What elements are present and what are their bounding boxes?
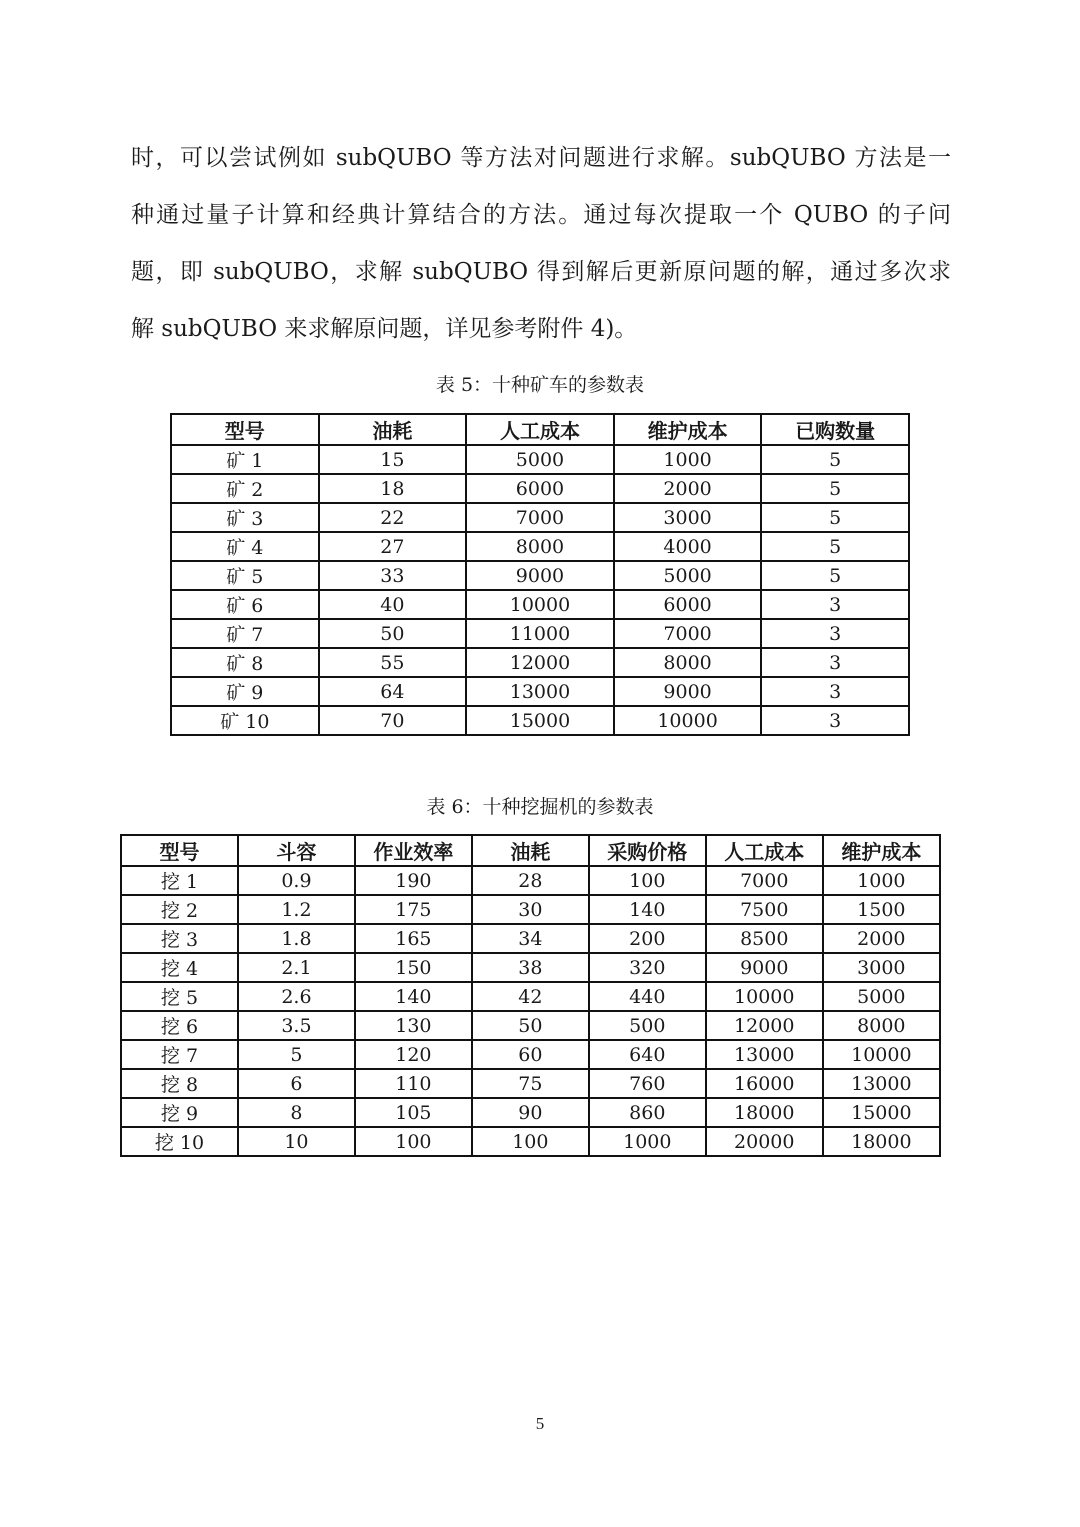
table-cell: 1.8 xyxy=(238,924,355,953)
table-cell: 10000 xyxy=(614,706,762,735)
table-row xyxy=(171,619,909,648)
table-cell: 1000 xyxy=(823,866,940,895)
column-header: 油耗 xyxy=(472,835,589,866)
table-cell: 5 xyxy=(761,503,909,532)
table-cell: 矿 3 xyxy=(171,503,319,532)
table-cell: 13000 xyxy=(466,677,614,706)
column-header: 维护成本 xyxy=(823,835,940,866)
table-cell: 105 xyxy=(355,1098,472,1127)
table-cell: 矿 6 xyxy=(171,590,319,619)
table-cell: 10000 xyxy=(466,590,614,619)
table-cell: 7500 xyxy=(706,895,823,924)
table-row xyxy=(171,706,909,735)
table-cell: 20000 xyxy=(706,1127,823,1156)
table-cell: 55 xyxy=(319,648,467,677)
table-cell: 5 xyxy=(238,1040,355,1069)
table-cell: 18000 xyxy=(706,1098,823,1127)
table-cell: 1000 xyxy=(589,1127,706,1156)
table-cell: 2000 xyxy=(614,474,762,503)
table-cell: 挖 3 xyxy=(121,924,238,953)
table-cell: 3 xyxy=(761,590,909,619)
table-cell: 860 xyxy=(589,1098,706,1127)
table-cell: 70 xyxy=(319,706,467,735)
table-cell: 13000 xyxy=(706,1040,823,1069)
table-row xyxy=(171,445,909,474)
table-cell: 8000 xyxy=(823,1011,940,1040)
table-cell: 120 xyxy=(355,1040,472,1069)
table5-caption: 表 5：十种矿车的参数表 xyxy=(435,374,645,396)
table-cell: 12000 xyxy=(706,1011,823,1040)
table-cell: 5000 xyxy=(614,561,762,590)
table-cell: 7000 xyxy=(614,619,762,648)
table-cell: 27 xyxy=(319,532,467,561)
table-cell: 矿 8 xyxy=(171,648,319,677)
table-row xyxy=(171,503,909,532)
column-header: 作业效率 xyxy=(355,835,472,866)
column-header: 斗容 xyxy=(238,835,355,866)
table-cell: 9000 xyxy=(706,953,823,982)
table-cell: 9000 xyxy=(466,561,614,590)
table-cell: 40 xyxy=(319,590,467,619)
column-header: 人工成本 xyxy=(706,835,823,866)
table-cell: 5 xyxy=(761,561,909,590)
table6-caption: 表 6：十种挖掘机的参数表 xyxy=(426,796,654,818)
table-cell: 7000 xyxy=(466,503,614,532)
table-cell: 13000 xyxy=(823,1069,940,1098)
table-cell: 1.2 xyxy=(238,895,355,924)
page-number: 5 xyxy=(535,1414,545,1433)
table-cell: 100 xyxy=(355,1127,472,1156)
table-cell: 200 xyxy=(589,924,706,953)
table-cell: 175 xyxy=(355,895,472,924)
table-cell: 640 xyxy=(589,1040,706,1069)
table-cell: 18000 xyxy=(823,1127,940,1156)
table-row xyxy=(171,532,909,561)
table-cell: 165 xyxy=(355,924,472,953)
table-cell: 110 xyxy=(355,1069,472,1098)
table-cell: 5 xyxy=(761,445,909,474)
table-row xyxy=(121,953,940,982)
table-cell: 42 xyxy=(472,982,589,1011)
table-cell: 挖 9 xyxy=(121,1098,238,1127)
table-cell: 9000 xyxy=(614,677,762,706)
table-cell: 6000 xyxy=(614,590,762,619)
table-row xyxy=(121,982,940,1011)
table-row xyxy=(171,561,909,590)
table-cell: 挖 6 xyxy=(121,1011,238,1040)
column-header: 型号 xyxy=(121,835,238,866)
column-header: 油耗 xyxy=(319,414,467,445)
table-body xyxy=(171,445,909,735)
table-cell: 16000 xyxy=(706,1069,823,1098)
table-cell: 矿 1 xyxy=(171,445,319,474)
paragraph-line: 时，可以尝试例如 subQUBO 等方法对问题进行求解。subQUBO 方法是一 xyxy=(131,145,951,171)
table-row xyxy=(121,1069,940,1098)
table-cell: 4000 xyxy=(614,532,762,561)
table-cell: 矿 10 xyxy=(171,706,319,735)
table5-mine-truck-params xyxy=(170,413,910,736)
table-cell: 挖 1 xyxy=(121,866,238,895)
table-cell: 140 xyxy=(589,895,706,924)
table-cell: 3000 xyxy=(614,503,762,532)
table-cell: 2000 xyxy=(823,924,940,953)
table-cell: 5000 xyxy=(466,445,614,474)
table-cell: 500 xyxy=(589,1011,706,1040)
table-cell: 10000 xyxy=(706,982,823,1011)
table-cell: 130 xyxy=(355,1011,472,1040)
table-cell: 190 xyxy=(355,866,472,895)
table6-excavator-params xyxy=(120,834,941,1157)
paragraph-line: 题，即 subQUBO，求解 subQUBO 得到解后更新原问题的解，通过多次求 xyxy=(131,259,951,285)
table-cell: 7000 xyxy=(706,866,823,895)
table-row xyxy=(171,590,909,619)
table-cell: 6 xyxy=(238,1069,355,1098)
table-cell: 50 xyxy=(472,1011,589,1040)
table-cell: 5000 xyxy=(823,982,940,1011)
table-row xyxy=(121,924,940,953)
table-cell: 60 xyxy=(472,1040,589,1069)
paragraph-line: 解 subQUBO 来求解原问题，详见参考附件 4)。 xyxy=(131,316,638,342)
table-row xyxy=(171,677,909,706)
table-cell: 矿 4 xyxy=(171,532,319,561)
table-cell: 3.5 xyxy=(238,1011,355,1040)
table-cell: 矿 9 xyxy=(171,677,319,706)
table-row xyxy=(121,1011,940,1040)
table-cell: 100 xyxy=(589,866,706,895)
table-cell: 320 xyxy=(589,953,706,982)
table-cell: 140 xyxy=(355,982,472,1011)
table-cell: 挖 5 xyxy=(121,982,238,1011)
table-cell: 11000 xyxy=(466,619,614,648)
table-cell: 18 xyxy=(319,474,467,503)
table-cell: 挖 7 xyxy=(121,1040,238,1069)
table-row xyxy=(121,1040,940,1069)
table-cell: 矿 7 xyxy=(171,619,319,648)
table-cell: 15 xyxy=(319,445,467,474)
table-cell: 90 xyxy=(472,1098,589,1127)
table-cell: 2.1 xyxy=(238,953,355,982)
table-header-row xyxy=(171,414,909,445)
table-cell: 矿 2 xyxy=(171,474,319,503)
column-header: 维护成本 xyxy=(614,414,762,445)
table-cell: 75 xyxy=(472,1069,589,1098)
table-cell: 10000 xyxy=(823,1040,940,1069)
table-row xyxy=(171,474,909,503)
table-row xyxy=(121,895,940,924)
column-header: 人工成本 xyxy=(466,414,614,445)
table-row xyxy=(121,1098,940,1127)
table-cell: 挖 8 xyxy=(121,1069,238,1098)
table-row xyxy=(171,648,909,677)
column-header: 型号 xyxy=(171,414,319,445)
table-cell: 8000 xyxy=(614,648,762,677)
table-cell: 8 xyxy=(238,1098,355,1127)
column-header: 已购数量 xyxy=(761,414,909,445)
table-cell: 38 xyxy=(472,953,589,982)
table-cell: 0.9 xyxy=(238,866,355,895)
table-cell: 矿 5 xyxy=(171,561,319,590)
table-cell: 8000 xyxy=(466,532,614,561)
table-cell: 50 xyxy=(319,619,467,648)
table-cell: 挖 2 xyxy=(121,895,238,924)
table-cell: 2.6 xyxy=(238,982,355,1011)
table-cell: 1000 xyxy=(614,445,762,474)
table-cell: 8500 xyxy=(706,924,823,953)
table-cell: 28 xyxy=(472,866,589,895)
table-header-row xyxy=(121,835,940,866)
table-cell: 15000 xyxy=(466,706,614,735)
table-row xyxy=(121,1127,940,1156)
table-cell: 10 xyxy=(238,1127,355,1156)
table-cell: 挖 10 xyxy=(121,1127,238,1156)
table-cell: 3000 xyxy=(823,953,940,982)
table-cell: 22 xyxy=(319,503,467,532)
table-cell: 440 xyxy=(589,982,706,1011)
table-cell: 30 xyxy=(472,895,589,924)
table-cell: 15000 xyxy=(823,1098,940,1127)
table-body xyxy=(121,866,940,1156)
table-cell: 3 xyxy=(761,619,909,648)
table-cell: 6000 xyxy=(466,474,614,503)
table-cell: 150 xyxy=(355,953,472,982)
table-cell: 3 xyxy=(761,648,909,677)
table-row xyxy=(121,866,940,895)
table-cell: 挖 4 xyxy=(121,953,238,982)
table-cell: 5 xyxy=(761,474,909,503)
table-cell: 1500 xyxy=(823,895,940,924)
table-cell: 5 xyxy=(761,532,909,561)
table-cell: 760 xyxy=(589,1069,706,1098)
table-cell: 3 xyxy=(761,677,909,706)
table-cell: 12000 xyxy=(466,648,614,677)
table-cell: 3 xyxy=(761,706,909,735)
table-cell: 34 xyxy=(472,924,589,953)
table-cell: 33 xyxy=(319,561,467,590)
table-cell: 64 xyxy=(319,677,467,706)
column-header: 采购价格 xyxy=(589,835,706,866)
paragraph-line: 种通过量子计算和经典计算结合的方法。通过每次提取一个 QUBO 的子问 xyxy=(131,202,951,228)
table-cell: 100 xyxy=(472,1127,589,1156)
